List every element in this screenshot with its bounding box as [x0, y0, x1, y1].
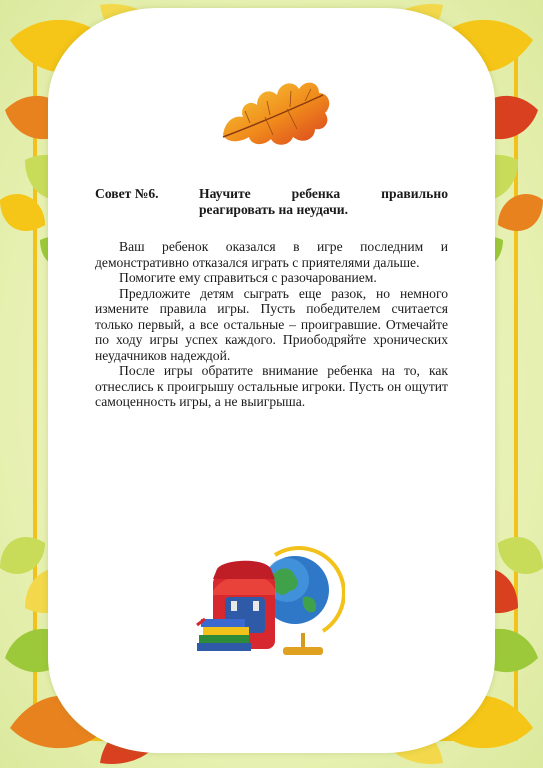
- paragraph: Ваш ребенок оказался в игре последним и демонстративно отказался играть с приятелями дальше.: [95, 239, 448, 270]
- school-illustration: [195, 535, 345, 660]
- advice-title-line1: Научите ребенка правильно: [199, 186, 448, 201]
- advice-heading: [95, 186, 448, 217]
- oak-leaf-icon: [215, 65, 335, 150]
- paragraph: Предложите детям сыграть еще разок, но немного измените правила игры. Пусть победителем считается только первый, а все остальные – проигравшие. Отмечайте по ходу игры успех каждого. Приободряйте хронических неудачников надеждой.: [95, 285, 448, 363]
- advice-number: Совет №6.: [95, 186, 159, 201]
- books-icon: [197, 619, 251, 651]
- advice-content: [95, 186, 448, 410]
- paragraph: Помогите ему справиться с разочарованием.: [119, 270, 377, 285]
- advice-title-line2: реагировать на неудачи.: [199, 201, 348, 217]
- paragraph: После игры обратите внимание ребенка на то, как отнеслись к проигрышу остальные игроки. Пусть он ощутит самоценность игры, а не выигрыша.: [95, 363, 448, 409]
- advice-title: [199, 186, 448, 217]
